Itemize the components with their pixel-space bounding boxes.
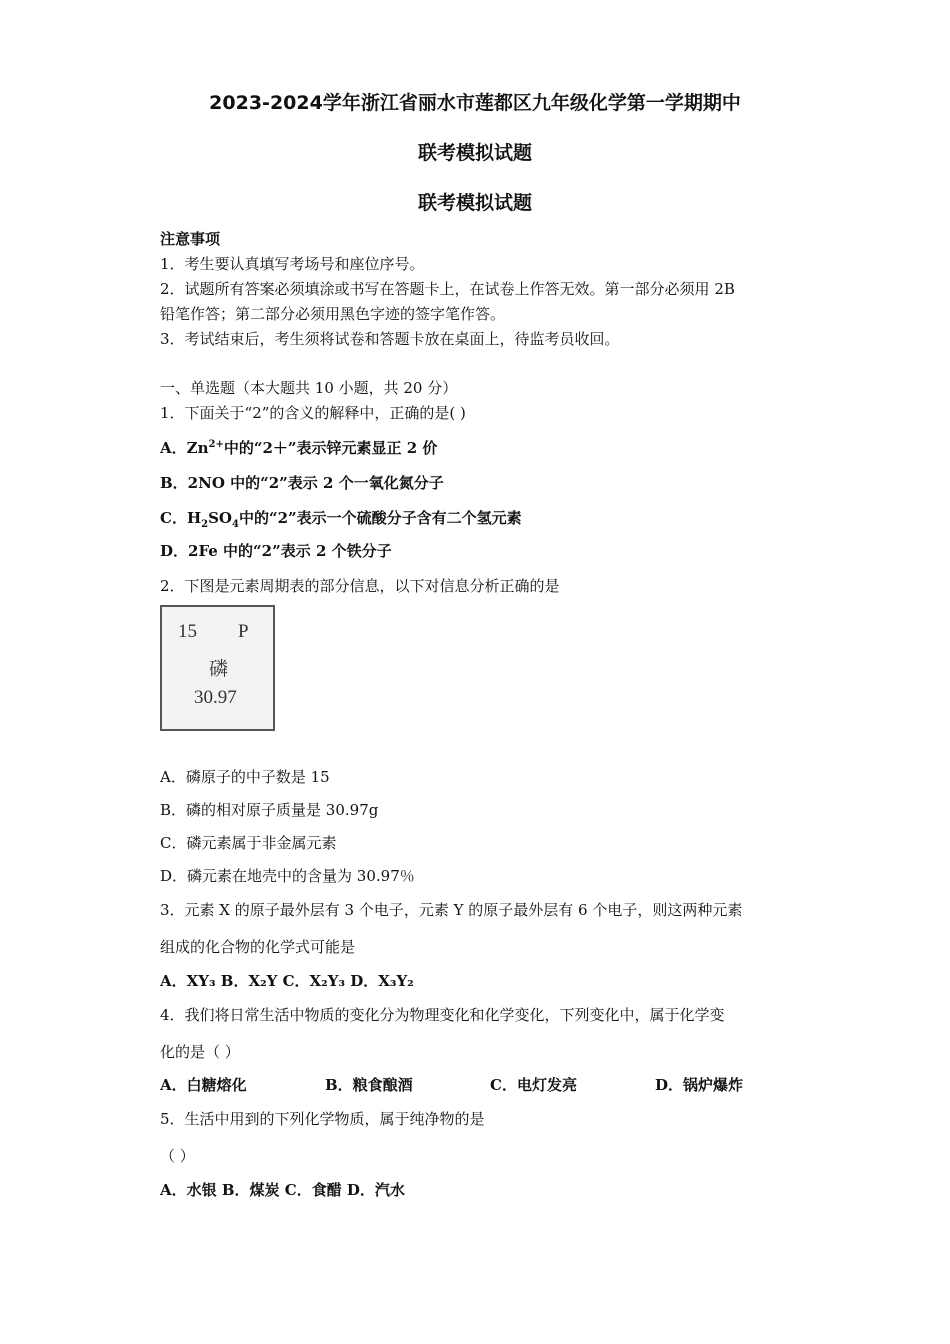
q3-stem-1: 3．元素 X 的原子最外层有 3 个电子，元素 Y 的原子最外层有 6 个电子，则这两种元素	[160, 901, 743, 919]
section-heading: 一、单选题（本大题共 10 小题，共 20 分）	[160, 379, 458, 397]
q1-stem: 1．下面关于“2”的含义的解释中，正确的是( )	[160, 404, 466, 422]
element-card-phosphorus	[160, 605, 275, 731]
q2-option-c: C．磷元素属于非金属元素	[160, 834, 337, 852]
q2-option-a: A．磷原子的中子数是 15	[160, 768, 330, 786]
q4-option-a: A．白糖熔化	[160, 1076, 247, 1094]
q2-option-b: B．磷的相对原子质量是 30.97g	[160, 801, 379, 819]
q2-stem: 2．下图是元素周期表的部分信息，以下对信息分析正确的是	[160, 577, 560, 595]
notice-item-2-cont: 铅笔作答；第二部分必须用黑色字迹的签字笔作答。	[160, 305, 506, 323]
title-line-1: 2023-2024学年浙江省丽水市莲都区九年级化学第一学期期中	[209, 92, 741, 114]
q1-c-mid: SO	[208, 509, 232, 527]
q1-c-sub2: 4	[232, 519, 239, 530]
q1-a-sup: 2+	[208, 439, 224, 450]
q4-option-c: C．电灯发亮	[490, 1076, 577, 1094]
q5-paren: （ ）	[160, 1147, 195, 1165]
q3-stem-2: 组成的化合物的化学式可能是	[160, 938, 356, 956]
atomic-mass: 30.97	[194, 687, 237, 708]
q1-c-sub1: 2	[201, 519, 209, 530]
element-name: 磷	[209, 659, 229, 680]
title-line-3: 联考模拟试题	[417, 192, 532, 214]
q4-stem-2: 化的是（ ）	[160, 1043, 240, 1061]
q4-stem-1: 4．我们将日常生活中物质的变化分为物理变化和化学变化，下列变化中，属于化学变	[160, 1006, 725, 1024]
atomic-number: 15	[178, 621, 197, 642]
q1-option-a	[160, 437, 437, 458]
q5-stem: 5．生活中用到的下列化学物质，属于纯净物的是	[160, 1110, 485, 1128]
q1-option-d: D．2Fe 中的“2”表示 2 个铁分子	[160, 542, 392, 560]
q5-options: A．水银 B．煤炭 C．食醋 D．汽水	[160, 1181, 405, 1199]
q3-options: A．XY₃ B．X₂Y C．X₂Y₃ D．X₃Y₂	[160, 972, 414, 990]
notice-item-2: 2．试题所有答案必须填涂或书写在答题卡上，在试卷上作答无效。第一部分必须用 2B	[160, 280, 735, 298]
q4-option-d: D．锅炉爆炸	[655, 1076, 744, 1094]
q1-a-rest: 中的“2＋”表示锌元素显正 2 价	[223, 439, 438, 457]
q1-c-prefix: C．H	[160, 509, 202, 527]
notice-item-3: 3．考试结束后，考生须将试卷和答题卡放在桌面上，待监考员收回。	[160, 330, 620, 348]
q1-c-rest: 中的“2”表示一个硫酸分子含有二个氢元素	[238, 509, 522, 527]
element-symbol: P	[238, 621, 249, 642]
q1-option-c	[160, 507, 522, 530]
q4-option-b: B．粮食酿酒	[325, 1076, 413, 1094]
title-line-2: 联考模拟试题	[417, 142, 532, 164]
q1-a-prefix: A．Zn	[160, 439, 209, 457]
notice-heading: 注意事项	[160, 230, 221, 248]
notice-item-1: 1．考生要认真填写考场号和座位序号。	[160, 255, 425, 273]
q2-option-d: D．磷元素在地壳中的含量为 30.97％	[160, 867, 415, 885]
q1-option-b: B．2NO 中的“2”表示 2 个一氧化氮分子	[160, 474, 444, 492]
